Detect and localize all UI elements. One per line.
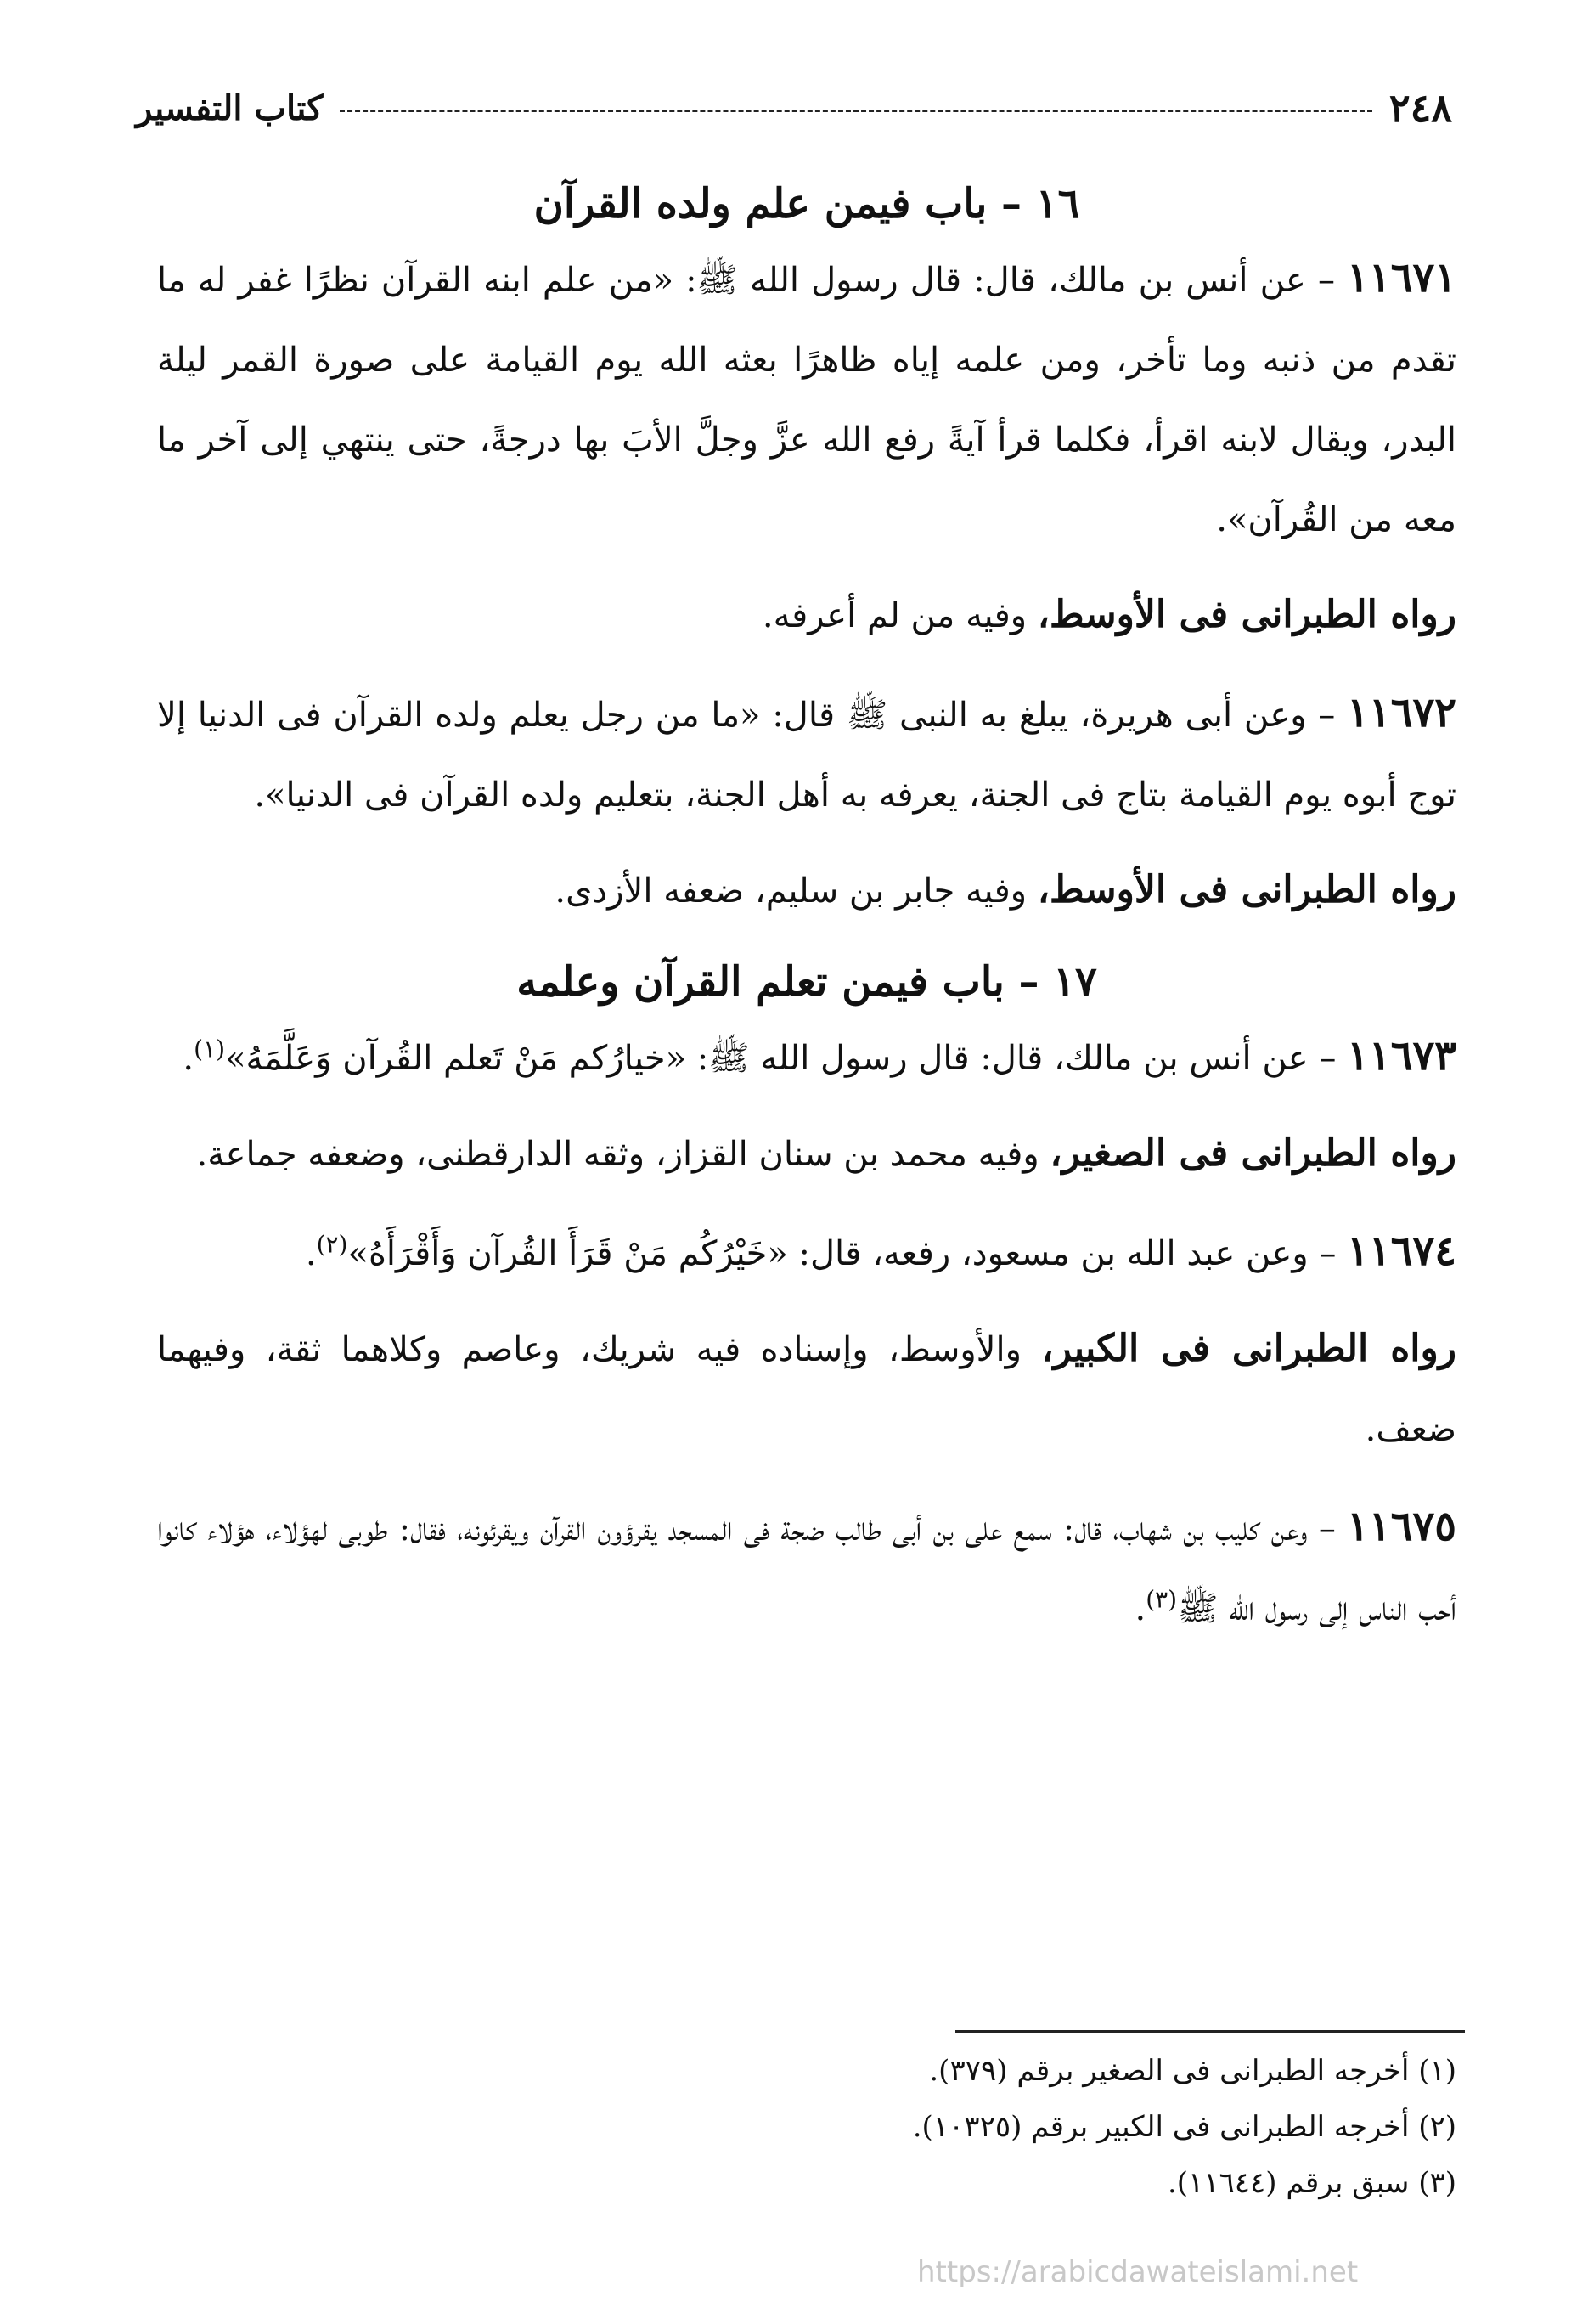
chapter-heading: ١٦ – باب فيمن علم ولده القرآن [533,180,1080,228]
hadith-number: ١١٦٧١ [1347,254,1457,302]
source-note: وفيه جابر بن سليم، ضعفه الأزدى. [555,872,1038,911]
footnote-item: (٢) أخرجه الطبرانى فى الكبير برقم (١٠٣٢٥). [912,2110,1456,2144]
hadith-source [157,1309,1456,1469]
hadith-entry [157,673,1456,835]
hadith-entry [157,1211,1456,1294]
hadith-text-end: . [183,1039,194,1078]
hadith-source [157,575,1456,656]
source-note: وفيه محمد بن سنان القزاز، وثقه الدارقطنى، وضعفه جماعة. [196,1135,1050,1174]
hadith-text: – وعن كليب بن شهاب، قال: سمع على بن أبى طالب ضجة فى المسجد يقرؤون القرآن ويقرئونه، فقال: طوبى لهؤلاء، هؤلاء كانوا أحب الناس إلى رسول الله ﷺ [157,1509,1456,1628]
source-reference: رواه الطبرانى فى الكبير، [1041,1327,1456,1370]
hadith-text: – وعن عبد الله بن مسعود، رفعه، قال: «خَيْرُكُم مَنْ قَرَأَ القُرآن وَأَقْرَأَهُ» [347,1234,1337,1273]
watermark-url: https://arabicdawateislami.net [917,2255,1359,2289]
page-number: ٢٤٨ [1388,85,1452,131]
hadith-number: ١١٦٧٤ [1347,1227,1456,1275]
source-reference: رواه الطبرانى فى الأوسط، [1037,593,1456,636]
chapter-heading: ١٧ – باب فيمن تعلم القرآن وعلمه [516,958,1097,1006]
source-note: والأوسط، وإسناده فيه شريك، وعاصم وكلاهما ثقة، وفيهما ضعف. [157,1330,1456,1449]
hadith-entry [157,1486,1456,1649]
hadith-entry [157,238,1456,560]
footnote-divider [955,2030,1465,2033]
footnote-item: (٣) سبق برقم (١١٦٤٤). [1167,2166,1456,2200]
page-header [136,78,1452,138]
footnote-item: (١) أخرجه الطبرانى فى الصغير برقم (٣٧٩). [929,2054,1456,2088]
hadith-source [157,1114,1456,1194]
footnote-reference[interactable]: (٢) [316,1230,348,1259]
hadith-text: – عن أنس بن مالك، قال: قال رسول الله ﷺ: «من علم ابنه القرآن نظرًا غفر له ما تقدم من ذنبه وما تأخر، ومن علمه إياه ظاهرًا بعثه الله يوم القيامة على صورة القمر ليلة البدر، ويقال لابنه اقرأ، فكلما قرأ آيةً رفع الله عزَّ وجلَّ الأبَ بها درجةً، حتى ينتهي إلى آخر ما معه من القُرآن». [157,261,1456,539]
source-reference: رواه الطبرانى فى الصغير، [1050,1131,1456,1175]
header-divider [340,110,1372,112]
hadith-source [157,850,1456,931]
book-title: كتاب التفسير [136,87,324,128]
hadith-text-end: . [1135,1589,1146,1628]
page-body [157,170,1456,1649]
hadith-entry [157,1016,1456,1098]
footnotes [157,2043,1456,2211]
hadith-text: – وعن أبى هريرة، يبلغ به النبى ﷺ قال: «ما من رجل يعلم ولده القرآن فى الدنيا إلا توج أبوه يوم القيامة بتاج فى الجنة، يعرفه به أهل الجنة، بتعليم ولده القرآن فى الدنيا». [157,696,1456,815]
hadith-number: ١١٦٧٣ [1347,1032,1456,1080]
hadith-text-end: . [305,1234,317,1273]
footnote-reference[interactable]: (٣) [1146,1585,1178,1614]
hadith-number: ١١٦٧٥ [1347,1503,1456,1550]
hadith-number: ١١٦٧٢ [1347,689,1456,736]
footnote-reference[interactable]: (١) [194,1035,226,1063]
hadith-text: – عن أنس بن مالك، قال: قال رسول الله ﷺ: «خيارُكم مَنْ تَعلم القُرآن وَعَلَّمَهُ» [225,1039,1337,1078]
source-note: وفيه من لم أعرفه. [762,596,1038,635]
source-reference: رواه الطبرانى فى الأوسط، [1037,868,1456,911]
